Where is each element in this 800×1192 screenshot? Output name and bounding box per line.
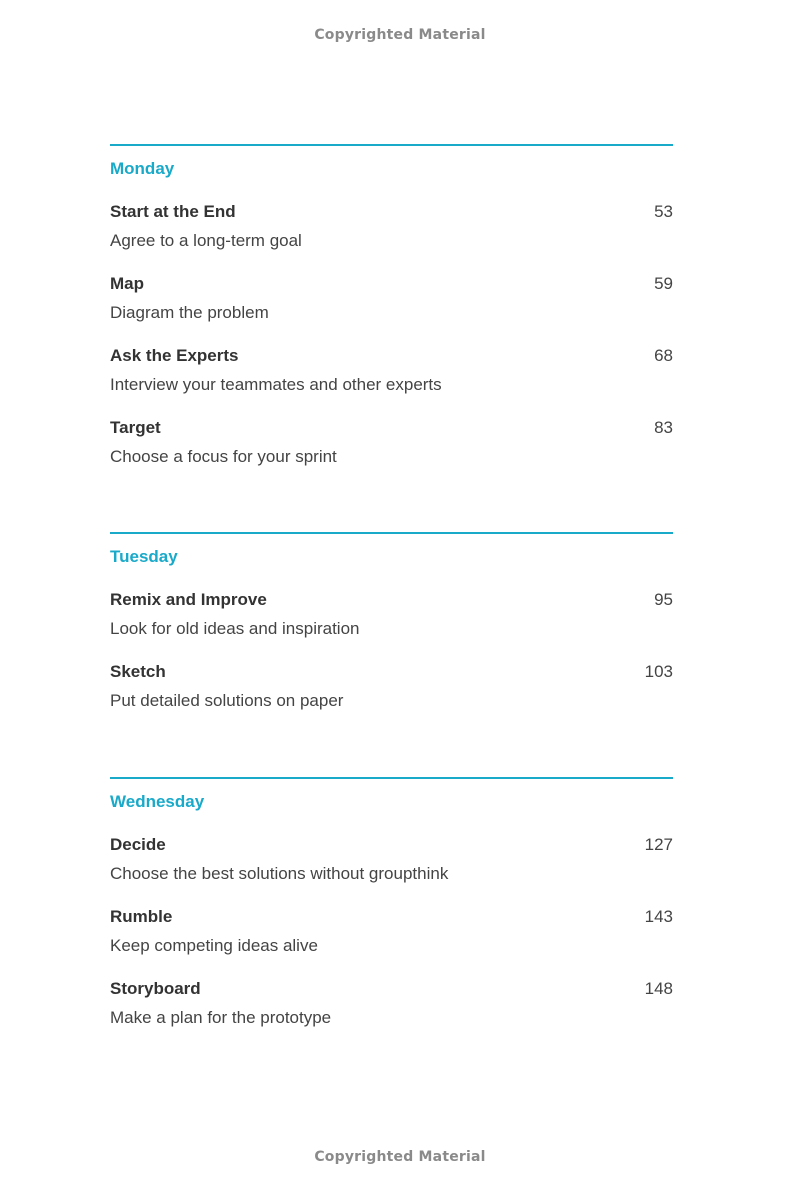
entry-page-number: 59 bbox=[654, 274, 673, 293]
entry-title: Remix and Improve bbox=[110, 590, 267, 609]
toc-entry[interactable] bbox=[110, 662, 673, 734]
toc-entry[interactable] bbox=[110, 590, 673, 662]
entry-page-number: 127 bbox=[644, 835, 673, 854]
toc-entry[interactable] bbox=[110, 418, 673, 490]
section-tuesday bbox=[110, 532, 673, 734]
entry-page-number: 68 bbox=[654, 346, 673, 365]
entry-subtitle: Agree to a long-term goal bbox=[110, 231, 302, 250]
entry-subtitle: Interview your teammates and other experts bbox=[110, 375, 442, 394]
entry-page-number: 95 bbox=[654, 590, 673, 609]
entry-page-number: 83 bbox=[654, 418, 673, 437]
entry-subtitle: Keep competing ideas alive bbox=[110, 936, 318, 955]
entry-title: Target bbox=[110, 418, 161, 437]
entry-page-number: 143 bbox=[644, 907, 673, 926]
toc-entry[interactable] bbox=[110, 274, 673, 346]
entry-subtitle: Look for old ideas and inspiration bbox=[110, 619, 360, 638]
entry-page-number: 103 bbox=[644, 662, 673, 681]
toc-entry[interactable] bbox=[110, 979, 673, 1051]
entry-title: Start at the End bbox=[110, 202, 236, 221]
section-wednesday bbox=[110, 777, 673, 1051]
section-title: Monday bbox=[110, 159, 175, 178]
entry-title: Rumble bbox=[110, 907, 173, 926]
entry-subtitle: Choose the best solutions without groupthink bbox=[110, 864, 449, 883]
entry-list bbox=[110, 835, 673, 1051]
entry-title: Sketch bbox=[110, 662, 166, 681]
entry-subtitle: Put detailed solutions on paper bbox=[110, 691, 344, 710]
section-monday bbox=[110, 144, 673, 490]
entry-title: Map bbox=[110, 274, 144, 293]
entry-title: Decide bbox=[110, 835, 166, 854]
section-title: Tuesday bbox=[110, 547, 178, 566]
entry-subtitle: Make a plan for the prototype bbox=[110, 1008, 332, 1027]
entry-page-number: 148 bbox=[644, 979, 673, 998]
section-divider bbox=[110, 777, 673, 779]
entry-subtitle: Diagram the problem bbox=[110, 303, 269, 322]
toc-entry[interactable] bbox=[110, 835, 673, 907]
section-divider bbox=[110, 144, 673, 146]
watermark-top: Copyrighted Material bbox=[314, 27, 486, 43]
entry-page-number: 53 bbox=[654, 202, 673, 221]
section-divider bbox=[110, 532, 673, 534]
entry-subtitle: Choose a focus for your sprint bbox=[110, 447, 337, 466]
entry-list bbox=[110, 202, 673, 490]
entry-title: Storyboard bbox=[110, 979, 201, 998]
toc-entry[interactable] bbox=[110, 202, 673, 274]
entry-list bbox=[110, 590, 673, 734]
watermark-bottom: Copyrighted Material bbox=[314, 1149, 486, 1165]
entry-title: Ask the Experts bbox=[110, 346, 239, 365]
toc-entry[interactable] bbox=[110, 907, 673, 979]
toc-entry[interactable] bbox=[110, 346, 673, 418]
section-title: Wednesday bbox=[110, 792, 205, 811]
